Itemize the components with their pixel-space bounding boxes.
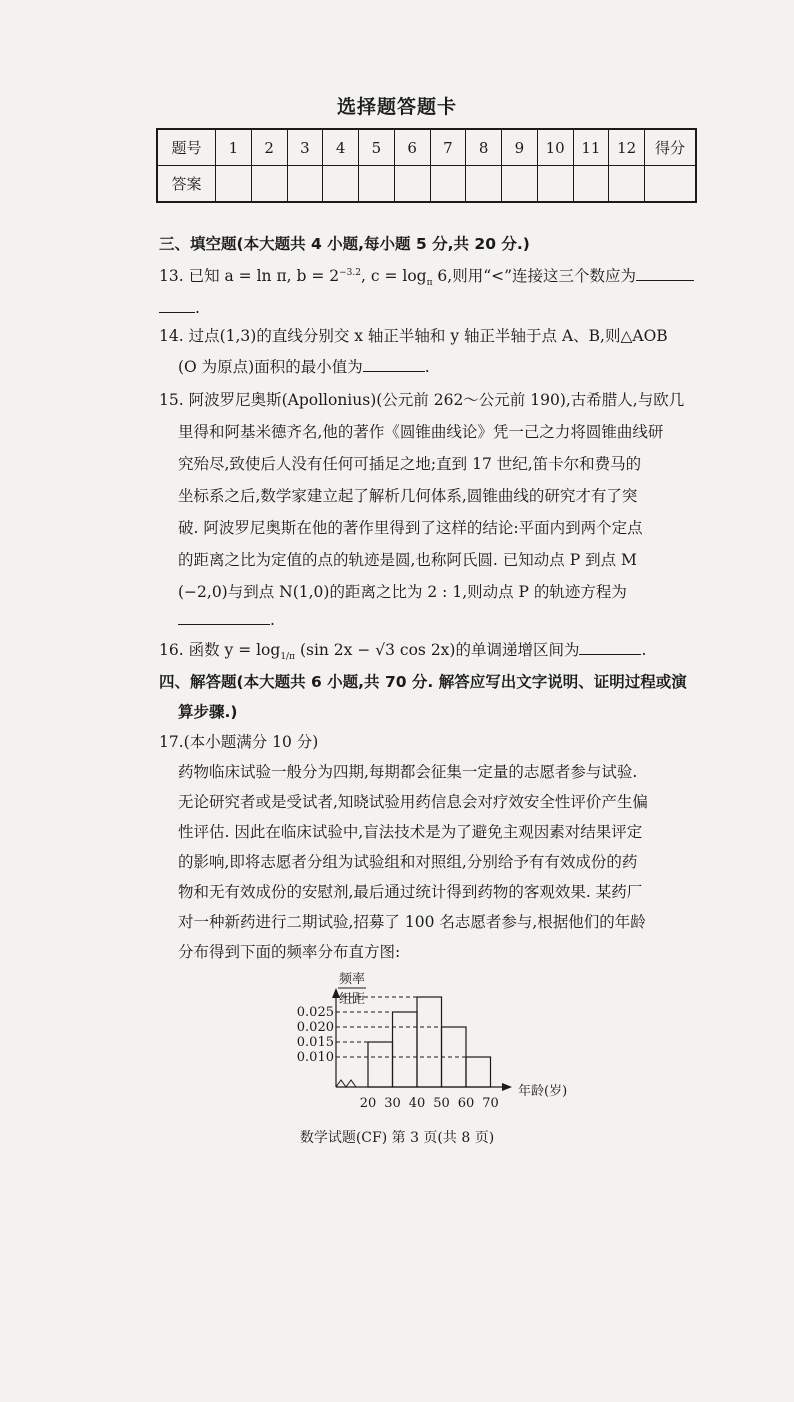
q16-end: .: [641, 641, 647, 659]
header-cell: 题号: [157, 129, 216, 166]
number-cell: 4: [323, 129, 359, 166]
histogram-bar: [368, 1042, 393, 1087]
question-17-line: 的影响,即将志愿者分组为试验组和对照组,分别给予有有效成份的药: [178, 853, 638, 871]
y-tick-label: 0.010: [296, 1050, 334, 1065]
q13-end: .: [195, 299, 200, 317]
number-cell: 6: [394, 129, 430, 166]
answer-label-cell: 答案: [157, 166, 216, 203]
answer-cell[interactable]: [394, 166, 430, 203]
question-17-line: 性评估. 因此在临床试验中,盲法技术是为了避免主观因素对结果评定: [178, 823, 643, 841]
score-cell[interactable]: [645, 166, 697, 203]
answer-cell[interactable]: [216, 166, 252, 203]
q16-text-a: 16. 函数 y = log: [159, 641, 281, 659]
answer-blank[interactable]: [159, 298, 195, 313]
x-tick-label: 40: [408, 1096, 426, 1111]
answer-cell[interactable]: [466, 166, 502, 203]
number-cell: 2: [251, 129, 287, 166]
y-axis-label-top: 频率: [338, 972, 366, 987]
answer-blank[interactable]: [636, 266, 694, 281]
answer-cell[interactable]: [323, 166, 359, 203]
answer-cell[interactable]: [502, 166, 538, 203]
solve-section-header-cont: 算步骤.): [178, 703, 238, 721]
x-tick-label: 70: [482, 1096, 499, 1111]
answer-card-title: 选择题答题卡: [336, 96, 457, 118]
axis-break-icon: [336, 1080, 356, 1087]
number-cell: 7: [430, 129, 466, 166]
number-cell: 5: [359, 129, 395, 166]
answer-card-table: [156, 128, 697, 203]
y-tick-label: 0.025: [296, 1005, 334, 1020]
question-17-line: 分布得到下面的频率分布直方图:: [178, 943, 401, 961]
q13-text-b: , c = log: [360, 267, 427, 285]
histogram-layer: [297, 988, 512, 1111]
question-16: [159, 640, 699, 663]
y-axis-label-bottom: 组距: [338, 992, 366, 1007]
question-15-line: 破. 阿波罗尼奥斯在他的著作里得到了这样的结论:平面内到两个定点: [178, 519, 643, 537]
question-15-line: 的距离之比为定值的点的轨迹是圆,也称阿氏圆. 已知动点 P 到点 M: [178, 551, 637, 569]
page-footer: 数学试题(CF) 第 3 页(共 8 页): [299, 1130, 495, 1146]
y-tick-label: 0.015: [296, 1035, 334, 1050]
x-tick-label: 60: [457, 1096, 475, 1111]
question-14-cont: [178, 357, 696, 377]
solve-section-header: 四、解答题(本大题共 6 小题,共 70 分. 解答应写出文字说明、证明过程或演: [159, 673, 687, 691]
question-17-line: 无论研究者或是受试者,知晓试验用药信息会对疗效安全性评价产生偏: [178, 793, 648, 811]
histogram-bar: [466, 1057, 491, 1087]
answer-blank[interactable]: [579, 640, 641, 655]
x-axis-arrow: [502, 1083, 512, 1091]
answer-cell[interactable]: [537, 166, 573, 203]
number-cell: 1: [216, 129, 252, 166]
histogram-bar: [393, 1012, 418, 1087]
question-14: 14. 过点(1,3)的直线分别交 x 轴正半轴和 y 轴正半轴于点 A、B,则△AOB: [159, 327, 668, 345]
question-15: 15. 阿波罗尼奥斯(Apollonius)(公元前 262～公元前 190),古希腊人,与欧几: [159, 391, 685, 409]
number-cell: 8: [466, 129, 502, 166]
y-tick-label: 0.020: [296, 1020, 334, 1035]
answer-cell[interactable]: [287, 166, 323, 203]
fill-section-header: 三、填空题(本大题共 4 小题,每小题 5 分,共 20 分.): [159, 235, 530, 253]
q14-end: .: [424, 358, 430, 376]
question-13: [159, 266, 699, 289]
number-cell: 10: [537, 129, 573, 166]
score-header-cell: 得分: [645, 129, 697, 166]
answer-cell[interactable]: [573, 166, 609, 203]
question-17-line: 物和无有效成份的安慰剂,最后通过统计得到药物的客观效果. 某药厂: [178, 883, 643, 901]
question-17-line: 对一种新药进行二期试验,招募了 100 名志愿者参与,根据他们的年龄: [178, 913, 646, 931]
answer-blank[interactable]: [178, 610, 270, 625]
question-17-line: 药物临床试验一般分为四期,每期都会征集一定量的志愿者参与试验.: [178, 763, 638, 781]
question-13-cont: [159, 298, 699, 318]
question-number-row: [157, 129, 696, 166]
answer-cell[interactable]: [251, 166, 287, 203]
q16-log-base: 1/π: [280, 652, 296, 663]
number-cell: 3: [287, 129, 323, 166]
q13-text-c: 6,则用“<”连接这三个数应为: [432, 267, 637, 285]
question-15-line: 里得和阿基米德齐名,他的著作《圆锥曲线论》凭一己之力将圆锥曲线研: [178, 423, 664, 441]
question-17-header: 17.(本小题满分 10 分): [159, 733, 319, 751]
x-tick-label: 20: [359, 1096, 377, 1111]
x-tick-label: 30: [384, 1096, 401, 1111]
q13-log-base: π: [426, 278, 433, 289]
question-15-line: (−2,0)与到点 N(1,0)的距离之比为 2 : 1,则动点 P 的轨迹方程为: [178, 583, 627, 601]
q15-end: .: [270, 611, 275, 629]
q16-text-b: (sin 2x − √3 cos 2x)的单调递增区间为: [295, 641, 580, 659]
question-15-line: 究殆尽,致使后人没有任何可插足之地;直到 17 世纪,笛卡尔和费马的: [178, 455, 642, 473]
age-histogram: [296, 968, 606, 1118]
q13-exponent: −3.2: [339, 267, 361, 278]
question-15-blank-line: [178, 610, 696, 630]
q14-text: (O 为原点)面积的最小值为: [178, 358, 363, 376]
answer-cell[interactable]: [430, 166, 466, 203]
answer-row: [157, 166, 696, 203]
number-cell: 11: [573, 129, 609, 166]
answer-cell[interactable]: [359, 166, 395, 203]
histogram-bar: [417, 997, 442, 1087]
answer-cell[interactable]: [609, 166, 645, 203]
x-tick-label: 50: [433, 1096, 450, 1111]
number-cell: 12: [609, 129, 645, 166]
question-15-line: 坐标系之后,数学家建立起了解析几何体系,圆锥曲线的研究才有了突: [178, 487, 638, 505]
answer-blank[interactable]: [363, 357, 425, 372]
number-cell: 9: [502, 129, 538, 166]
q13-text-a: 13. 已知 a = ln π, b = 2: [159, 267, 340, 285]
x-axis-label: 年龄(岁): [518, 1084, 568, 1099]
